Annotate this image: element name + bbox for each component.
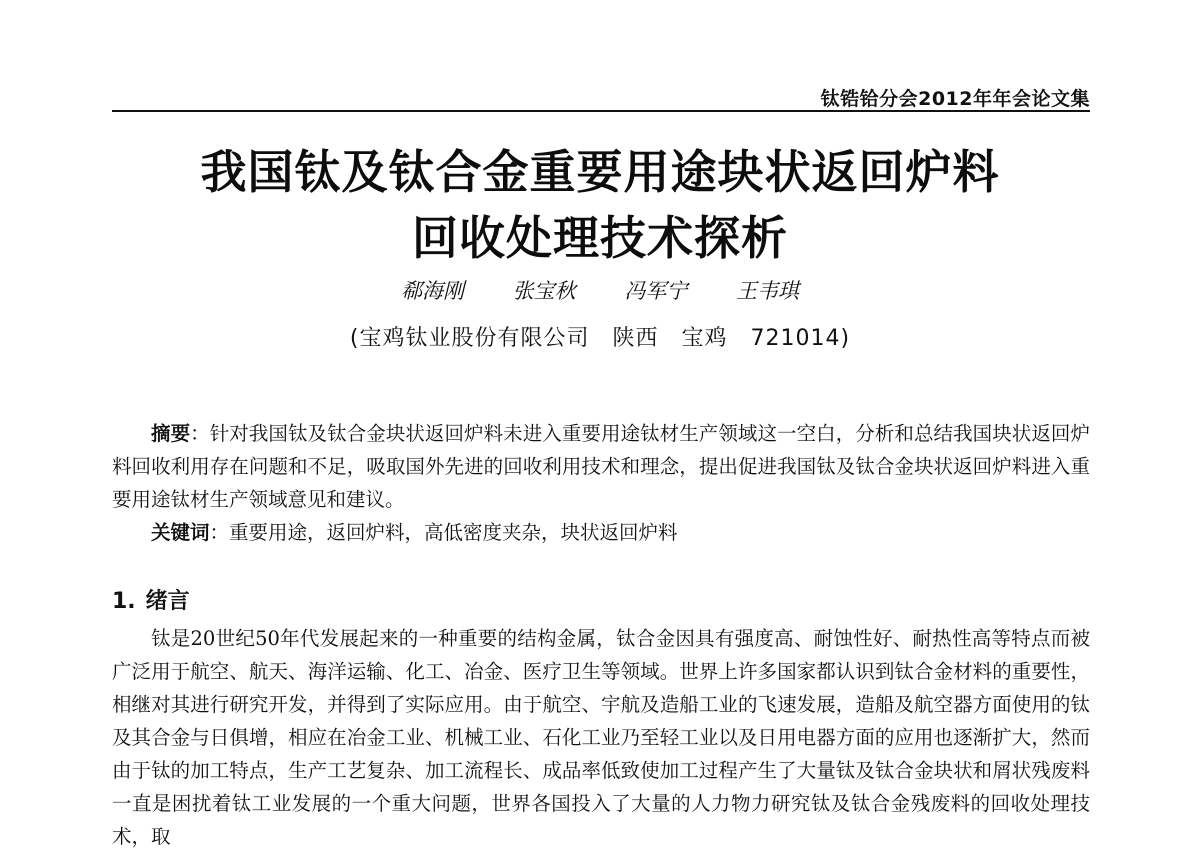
section-number: 1. bbox=[112, 589, 136, 614]
author-name: 冯军宁 bbox=[624, 279, 688, 303]
paper-title-line-1: 我国钛及钛合金重要用途块状返回炉料 bbox=[200, 145, 1000, 199]
header-rule bbox=[112, 110, 1090, 112]
section-title: 绪言 bbox=[145, 589, 190, 614]
running-head: 钛锆铪分会2012年年会论文集 bbox=[820, 88, 1090, 110]
author-name: 张宝秋 bbox=[512, 279, 576, 303]
author-list bbox=[0, 275, 1200, 305]
body-paragraph: 钛是20世纪50年代发展起来的一种重要的结构金属，钛合金因具有强度高、耐蚀性好、耐热性高等特点而被广泛用于航空、航天、海洋运输、化工、冶金、医疗卫生等领域。世界上许多国家都认识到钛合金材料的重要性，相继对其进行研究开发，并得到了实际应用。由于航空、宇航及造船工业的飞速发展，造船及航空器方面使用的钛及其合金与日俱增，相应在冶金工业、机械工业、石化工业乃至轻工业以及日用电器方面的应用也逐渐扩大，然而由于钛的加工特点，生产工艺复杂、加工流程长、成品率低致使加工过程产生了大量钛及钛合金块状和屑状残废料一直是困扰着钛工业发展的一个重大问题，世界各国投入了大量的人力物力研究钛及钛合金残废料的回收处理技术，取 bbox=[112, 627, 1090, 848]
section-heading bbox=[112, 584, 190, 615]
author-name: 王韦琪 bbox=[736, 279, 800, 303]
abstract-label: 摘要 bbox=[151, 422, 191, 445]
keywords bbox=[112, 516, 1090, 549]
keywords-text: ：重要用途，返回炉料，高低密度夹杂，块状返回炉料 bbox=[209, 521, 678, 544]
affiliation: (宝鸡钛业股份有限公司 陕西 宝鸡 721014) bbox=[349, 326, 851, 351]
section-body bbox=[112, 622, 1090, 853]
author-name: 郗海刚 bbox=[400, 279, 464, 303]
abstract bbox=[112, 417, 1090, 516]
paper-title-line-2: 回收处理技术探析 bbox=[412, 211, 788, 265]
keywords-label: 关键词 bbox=[151, 521, 210, 544]
abstract-text: ：针对我国钛及钛合金块状返回炉料未进入重要用途钛材生产领域这一空白，分析和总结我国块状返回炉料回收利用存在问题和不足，吸取国外先进的回收利用技术和理念，提出促进我国钛及钛合金块状返回炉料进入重要用途钛材生产领域意见和建议。 bbox=[112, 422, 1090, 511]
